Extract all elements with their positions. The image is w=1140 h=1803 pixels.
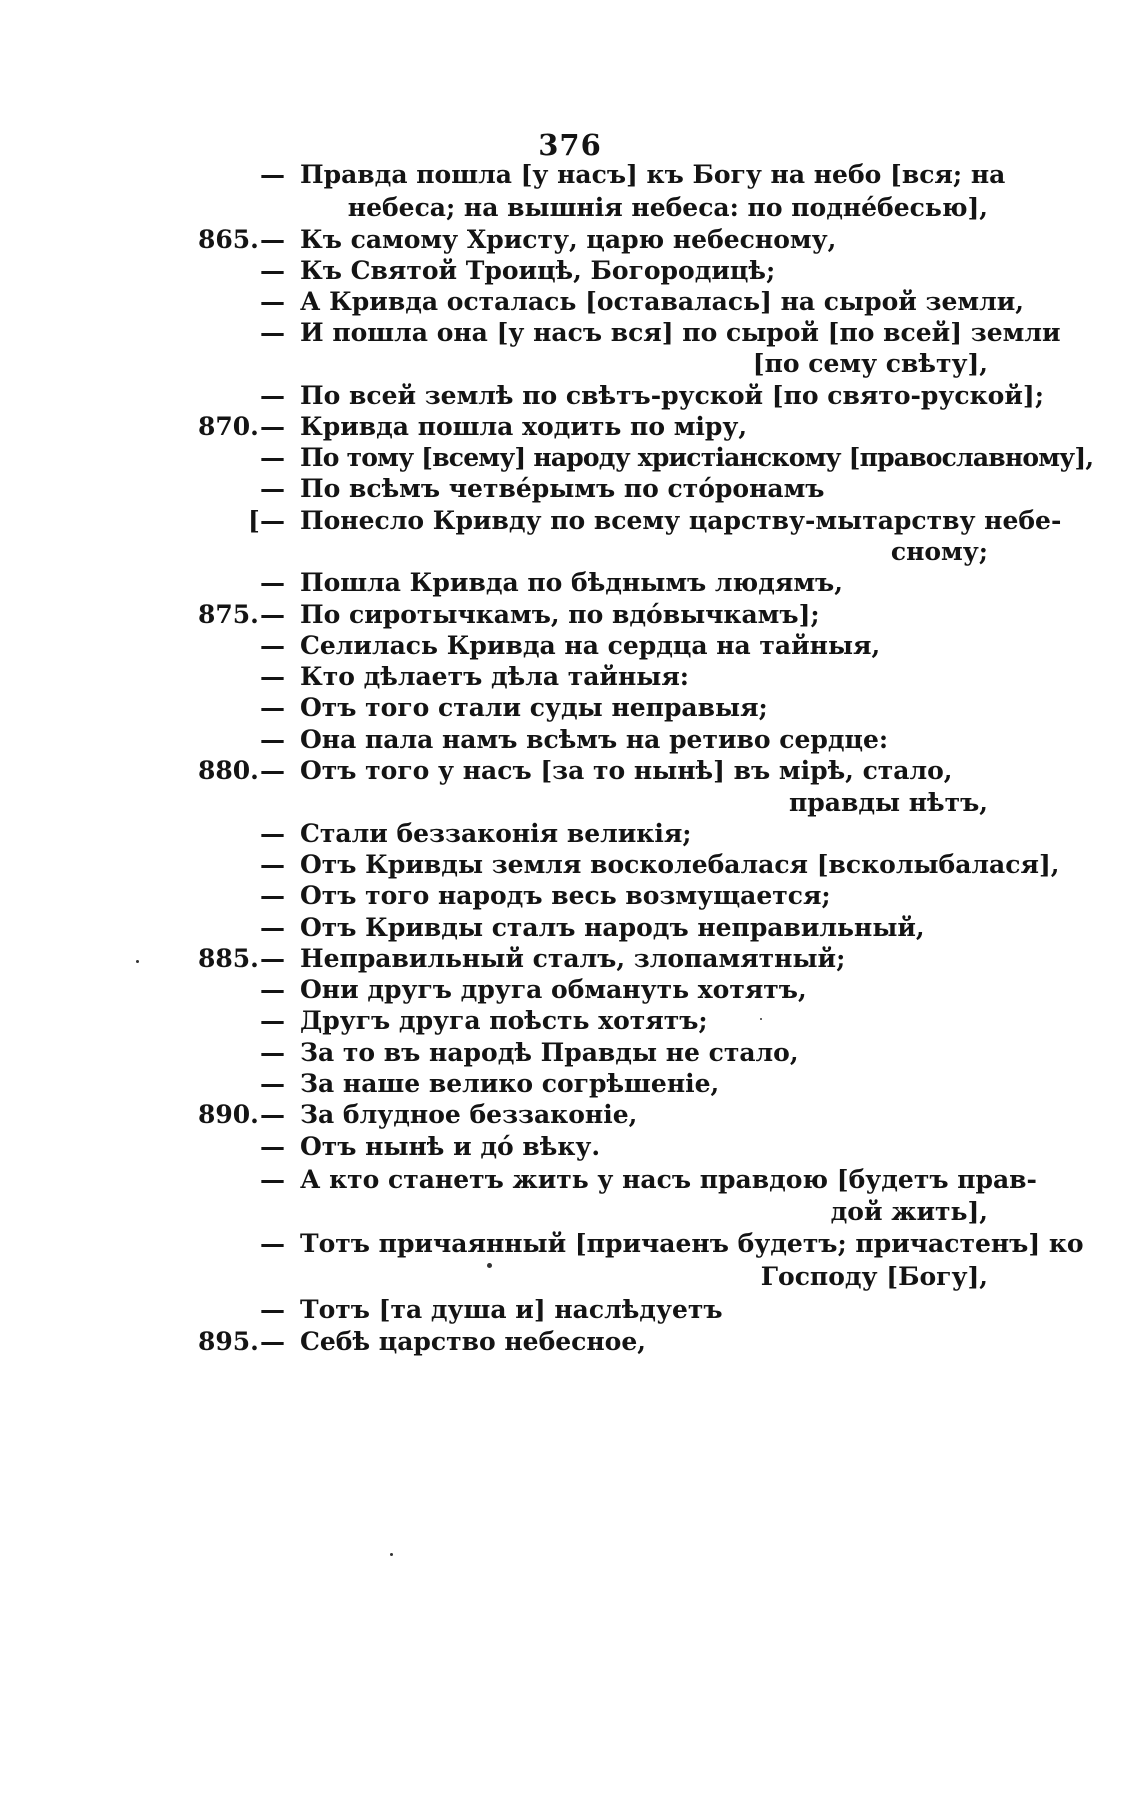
verse-number: 885. [198,944,259,973]
line-text: А Кривда осталась [оставалась] на сырой земли, [300,287,1024,316]
line-text: А кто станетъ жить у насъ правдою [будетъ прав- [300,1165,1037,1194]
verse-line [198,690,988,726]
line-text: Себѣ царство небесное, [300,1327,646,1356]
continuation-text: сному; [890,537,988,566]
line-text: Отъ того народъ весь возмущается; [300,881,831,910]
verse-line [198,1129,988,1165]
line-dash: — [260,160,285,189]
line-text: По всей землѣ по свѣтъ-руской [по свято-руской]; [300,381,1044,410]
line-dash: — [260,1132,285,1161]
verse-line [198,1003,988,1039]
line-text: Къ Святой Троицѣ, Богородицѣ; [300,256,776,285]
line-dash: — [260,693,285,722]
line-text: По тому [всему] народу христіанскому [православному], [300,443,1094,472]
line-dash: — [260,756,285,785]
line-dash: — [260,412,285,441]
scan-speck [760,1018,762,1020]
line-dash: — [260,1165,285,1194]
line-text: По всѣмъ четвéрымъ по стóронамъ [300,474,825,503]
verse-continuation [198,1194,988,1230]
line-dash: — [260,381,285,410]
page-number: 376 [538,128,602,162]
line-text: За то въ народѣ Правды не стало, [300,1038,799,1067]
line-text: Она пала намъ всѣмъ на ретиво сердце: [300,725,889,754]
line-dash: — [260,975,285,1004]
verse-number: 865. [198,225,259,254]
verse-number: 880. [198,756,259,785]
line-dash: — [260,443,285,472]
continuation-text: [по сему свѣту], [752,349,988,378]
scan-speck [390,1553,393,1556]
line-text: Отъ нынѣ и дó вѣку. [300,1132,601,1161]
line-dash: — [260,256,285,285]
line-dash: — [260,944,285,973]
scan-speck [487,1263,492,1268]
scan-speck [136,960,139,963]
line-dash: — [260,225,285,254]
line-dash: — [260,662,285,691]
verse-line [198,1324,988,1360]
line-dash: — [260,631,285,660]
verse-line [198,471,988,507]
verse-line [198,1097,988,1133]
line-dash: — [260,1069,285,1098]
line-text: Тотъ причаянный [причаенъ будетъ; причастенъ] ко [300,1229,1084,1258]
line-dash: — [260,881,285,910]
line-dash: — [260,1295,285,1324]
line-text: Неправильный сталъ, злопамятный; [300,944,846,973]
line-dash: — [260,819,285,848]
verse-line [198,1226,1084,1262]
line-dash: — [260,1038,285,1067]
line-dash: — [260,1100,285,1129]
verse-number: 875. [198,600,259,629]
line-text: Отъ Кривды земля восколебалася [всколыбалася], [300,850,1060,879]
line-dash: — [260,913,285,942]
line-text: Пошла Кривда по бѣднымъ людямъ, [300,568,843,597]
line-dash: — [260,1006,285,1035]
verse-line [198,1292,988,1328]
line-dash: — [260,318,285,347]
line-dash: — [260,1229,285,1258]
verse-continuation [198,346,988,382]
line-dash: — [260,474,285,503]
line-text: Они другъ друга обмануть хотятъ, [300,975,807,1004]
line-dash: — [260,287,285,316]
continuation-text: небеса; на вышнія небеса: по поднéбесью], [347,193,988,222]
continuation-text: Господу [Богу], [760,1262,988,1291]
verse-continuation [198,1259,988,1295]
line-text: Отъ Кривды сталъ народъ неправильный, [300,913,925,942]
verse-number: 890. [198,1100,259,1129]
verse-line [198,878,988,914]
line-dash: — [260,568,285,597]
line-text: За наше велико согрѣшеніе, [300,1069,720,1098]
line-text: Кривда пошла ходить по міру, [300,412,748,441]
line-text: Стали беззаконія великія; [300,819,692,848]
line-text: Къ самому Христу, царю небесному, [300,225,837,254]
line-text: Селилась Кривда на сердца на тайныя, [300,631,881,660]
line-text: Тотъ [та душа и] наслѣдуетъ [300,1295,723,1324]
verse-line [198,157,1006,193]
line-dash: — [260,600,285,629]
verse-number: 895. [198,1327,259,1356]
continuation-text: дой жить], [830,1197,988,1226]
line-text: Отъ того стали суды неправыя; [300,693,768,722]
line-text: Кто дѣлаетъ дѣла тайныя: [300,662,690,691]
verse-continuation [198,190,988,226]
line-text: Понесло Кривду по всему царству-мытарству небе- [300,506,1062,535]
line-dash: — [260,850,285,879]
verse-number: 870. [198,412,259,441]
verse-line [198,753,988,789]
line-text: И пошла она [у насъ вся] по сырой [по всей] земли [300,318,1061,347]
line-dash: — [260,1327,285,1356]
line-text: Другъ друга поѣсть хотятъ; [300,1006,708,1035]
line-dash: — [260,725,285,754]
verse-line [198,1162,1037,1198]
line-dash: — [260,506,285,535]
verse-line [198,565,988,601]
opening-bracket: [ [248,506,260,535]
line-text: За блудное беззаконіе, [300,1100,638,1129]
line-text: Правда пошла [у насъ] къ Богу на небо [вся; на [300,160,1006,189]
line-text: По сиротычкамъ, по вдóвычкамъ]; [300,600,820,629]
continuation-text: правды нѣтъ, [788,788,988,817]
line-text: Отъ того у насъ [за то нынѣ] въ мірѣ, стало, [300,756,953,785]
